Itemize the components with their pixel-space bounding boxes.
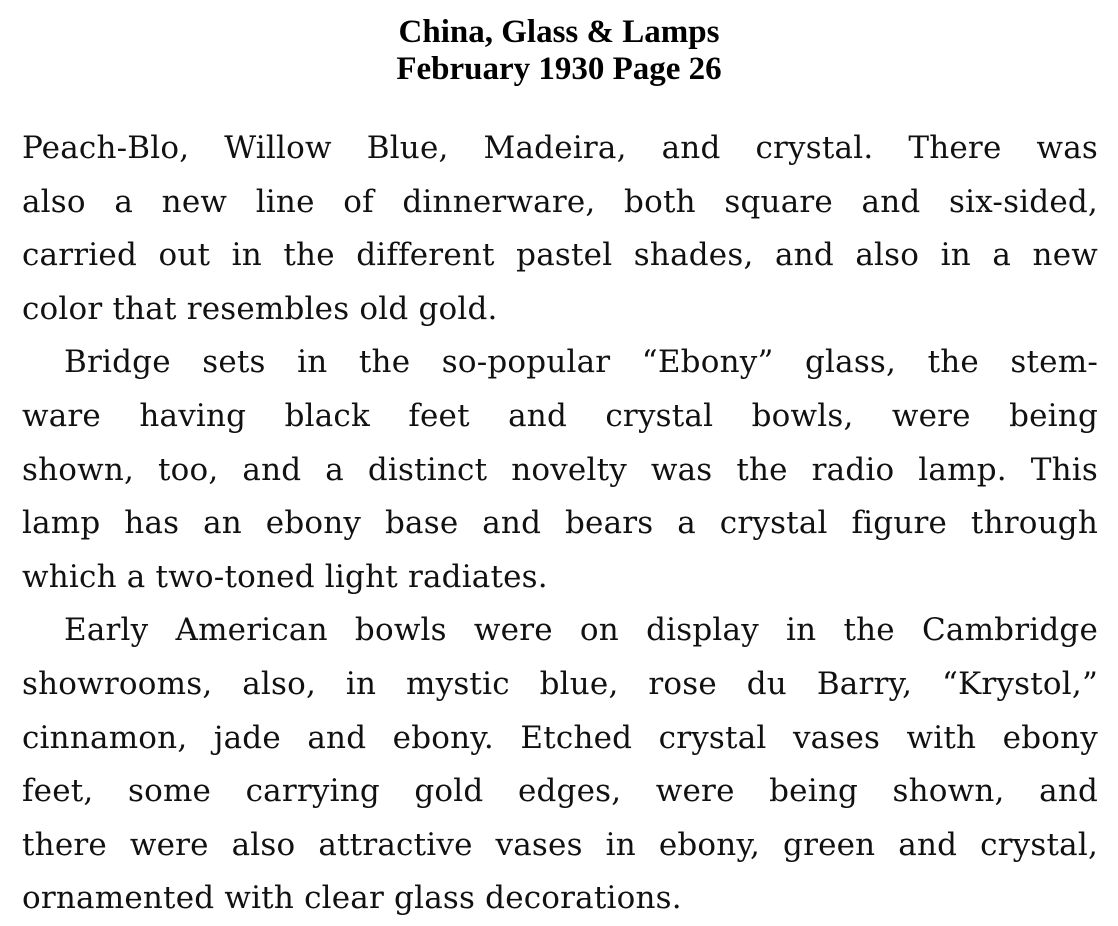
text-line: also a new line of dinnerware, both square and six-sided, (22, 183, 1098, 220)
text-line: carried out in the different pastel shades, and also in a new (22, 237, 1098, 274)
paragraph-1 (22, 122, 1098, 336)
text-line: ornamented with clear glass decorations. (22, 880, 682, 917)
text-line: color that resembles old gold. (22, 290, 498, 327)
paragraph-3 (22, 604, 1098, 926)
text-line: which a two-toned light radiates. (22, 558, 548, 595)
text-line: Early American bowls were on display in the Cambridge (64, 612, 1098, 649)
text-line: Bridge sets in the so-popular “Ebony” glass, the stem- (64, 344, 1098, 381)
text-line: ware having black feet and crystal bowls, were being (22, 397, 1098, 434)
text-line: feet, some carrying gold edges, were being shown, and (22, 773, 1098, 810)
issue-date-page: February 1930 Page 26 (396, 51, 722, 87)
text-line: lamp has an ebony base and bears a crystal figure through (22, 505, 1098, 542)
text-line: showrooms, also, in mystic blue, rose du Barry, “Krystol,” (22, 665, 1098, 702)
paragraph-2 (22, 336, 1098, 604)
page-header (0, 14, 1118, 88)
publication-title: China, Glass & Lamps (398, 14, 720, 50)
text-line: Peach-Blo, Willow Blue, Madeira, and crystal. There was (22, 130, 1098, 166)
text-line: there were also attractive vases in ebony, green and crystal, (22, 826, 1098, 863)
article-body (22, 122, 1098, 926)
text-line: shown, too, and a distinct novelty was the radio lamp. This (22, 451, 1098, 488)
text-line: cinnamon, jade and ebony. Etched crystal vases with ebony (22, 719, 1098, 756)
